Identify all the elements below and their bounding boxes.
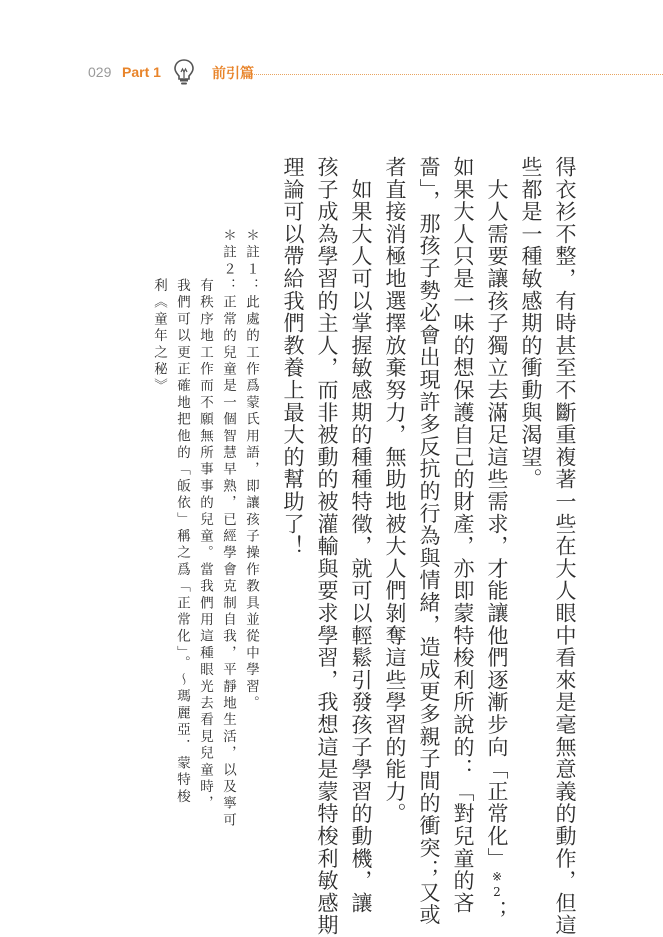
lightbulb-icon xyxy=(172,58,196,86)
page-header xyxy=(60,58,663,90)
body-column-5: 嗇」，那孩子勢必會出現許多反抗的行為與情緒，造成更多親子間的衝突；又或 xyxy=(417,156,441,926)
body-column-1: 得衣衫不整，有時甚至不斷重複著一些在大人眼中看來是毫無意義的動作，但這 xyxy=(553,156,577,937)
body-column-8: 孩子成為學習的主人，而非被動的被灌輸與要求學習，我想這是蒙特梭利敏感期 xyxy=(315,156,339,937)
footnote-marker: ※2 xyxy=(490,869,504,901)
body-column-2: 些都是一種敏感期的衝動與渴望。 xyxy=(519,156,543,491)
footnote-2-line-1: ＊註２：正常的兒童是一個智慧早熟，已經學會克制自我，平靜地生活，以及寧可 xyxy=(220,228,236,830)
body-column-3 xyxy=(481,156,513,923)
body-column-6: 者直接消極地選擇放棄努力，無助地被大人們剝奪這些學習的能力。 xyxy=(383,156,407,825)
body-column-7: 如果大人可以掌握敏感期的種種特徵，就可以輕鬆引發孩子學習的動機，讓 xyxy=(349,156,373,915)
footnote-marker-tail: ； xyxy=(485,900,509,923)
body-column-9: 理論可以帶給我們教養上最大的幫助了！ xyxy=(281,156,305,558)
body-column-4: 如果大人只是一味的想保護自己的財產，亦即蒙特梭利所說的：「對兒童的吝 xyxy=(451,156,475,915)
part-label: Part 1 xyxy=(122,64,161,80)
footnote-2-line-4: 利《童年之秘》 xyxy=(151,228,167,395)
section-title: 前引篇 xyxy=(212,66,254,82)
header-rule xyxy=(242,74,663,75)
footnote-2-line-2: 有秩序地工作而不願無所事事的兒童。當我們用這種眼光去看見兒童時， xyxy=(197,228,213,813)
page-number: 029 xyxy=(88,64,112,80)
footnote-2-line-3: 我們可以更正確地把他的「皈依」稱之爲「正常化」。～瑪麗亞．蒙特梭 xyxy=(174,228,190,806)
footnote-1: ＊註１：此處的工作爲蒙氏用語，即讓孩子操作教具並從中學習。 xyxy=(243,228,259,713)
body-column-3-text: 大人需要讓孩子獨立去滿足這些需求，才能讓他們逐漸步向「正常化」 xyxy=(485,156,509,870)
